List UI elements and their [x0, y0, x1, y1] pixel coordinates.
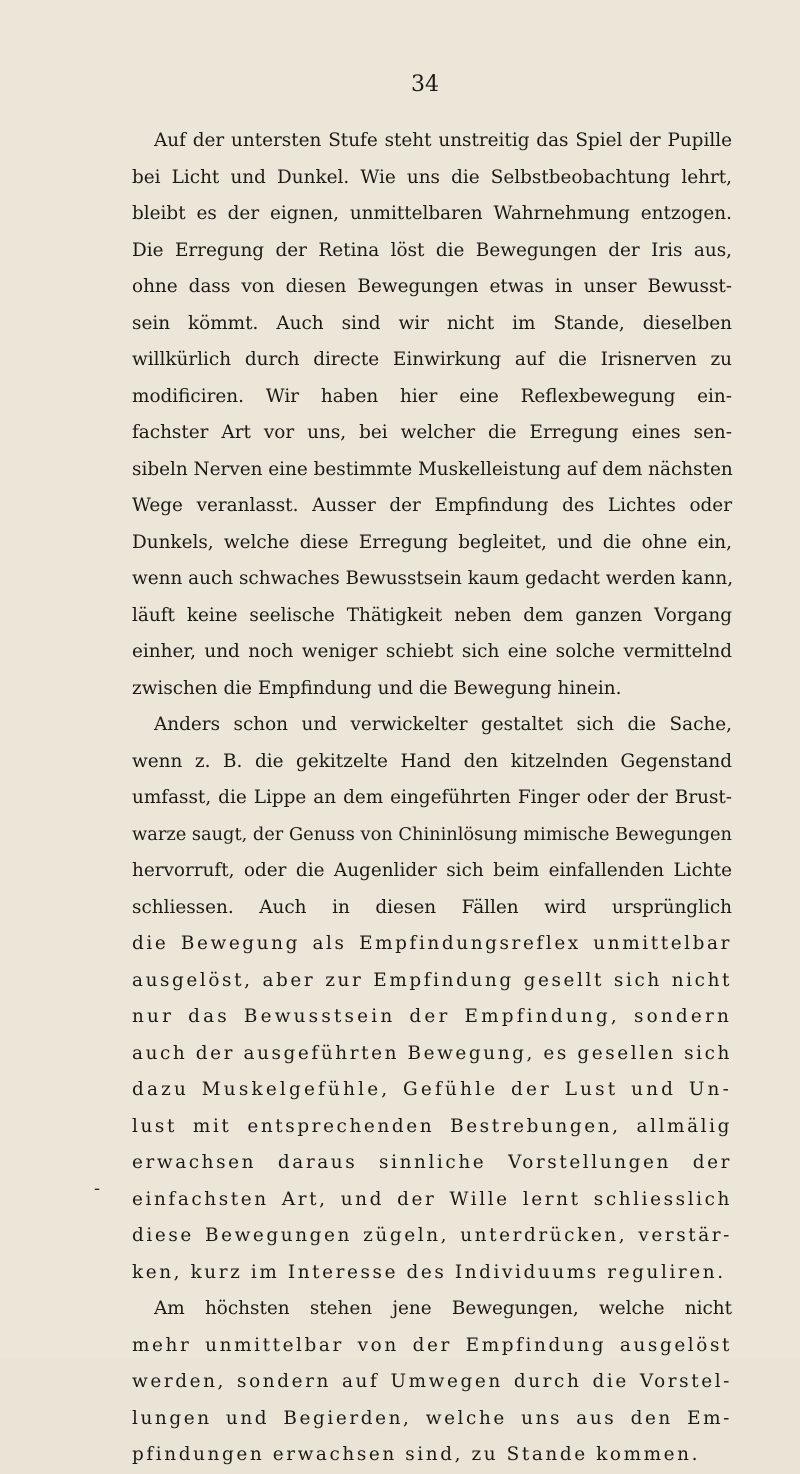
text-line: dazu Muskelgefühle, Gefühle der Lust und Un-: [132, 1079, 732, 1100]
text-line: sibeln Nerven eine bestimmte Muskelleistung auf dem nächsten: [132, 458, 733, 480]
text-line: ausgelöst, aber zur Empfindung gesellt sich nicht: [132, 969, 732, 991]
text-line: bleibt es der eignen, unmittelbaren Wahrnehmung entzogen.: [132, 203, 732, 224]
text-line: zwischen die Empfindung und die Bewegung hinein.: [132, 677, 622, 699]
text-line: umfasst, die Lippe an dem eingeführten Finger oder der Brust-: [132, 787, 732, 808]
text-line: Anders schon und verwickelter gestaltet sich die Sache,: [154, 714, 732, 735]
text-line: lungen und Begierden, welche uns aus den Em-: [132, 1407, 732, 1429]
text-line: läuft keine seelische Thätigkeit neben dem ganzen Vorgang: [132, 604, 732, 626]
text-line: bei Licht und Dunkel. Wie uns die Selbstbeobachtung lehrt,: [132, 166, 732, 188]
text-line: Wege veranlasst. Ausser der Empfindung des Lichtes oder: [132, 495, 732, 516]
text-line: wenn z. B. die gekitzelte Hand den kitzelnden Gegenstand: [132, 750, 732, 772]
text-line: sein kömmt. Auch sind wir nicht im Stande, dieselben: [132, 312, 732, 334]
text-line: ohne dass von diesen Bewegungen etwas in unser Bewusst-: [132, 276, 732, 297]
page-number: 34: [411, 72, 439, 97]
text-line: modificiren. Wir haben hier eine Reflexbewegung ein-: [132, 385, 732, 407]
text-line: die Bewegung als Empfindungsreflex unmittelbar: [132, 933, 732, 954]
text-line: diese Bewegungen zügeln, unterdrücken, verstär-: [132, 1225, 732, 1246]
margin-mark: -: [94, 1178, 101, 1199]
text-line: einher, und noch weniger schiebt sich eine solche vermittelnd: [132, 641, 732, 662]
text-line: auch der ausgeführten Bewegung, es gesellen sich: [132, 1042, 732, 1064]
text-line: fachster Art vor uns, bei welcher die Erregung eines sen-: [132, 422, 732, 443]
text-line: schliessen. Auch in diesen Fällen wird ursprünglich: [132, 896, 732, 918]
text-line: nur das Bewusstsein der Empfindung, sondern: [132, 1006, 732, 1027]
text-line: hervorruft, oder die Augenlider sich beim einfallenden Lichte: [132, 860, 732, 881]
text-line: Am höchsten stehen jene Bewegungen, welche nicht: [154, 1298, 732, 1319]
text-line: Auf der untersten Stufe steht unstreitig das Spiel der Pupille: [154, 130, 732, 151]
text-line: einfachsten Art, und der Wille lernt schliesslich: [132, 1188, 732, 1210]
text-line: pfindungen erwachsen sind, zu Stande kommen.: [132, 1444, 701, 1465]
text-line: Die Erregung der Retina löst die Bewegungen der Iris aus,: [132, 239, 732, 261]
text-line: ken, kurz im Interesse des Individuums reguliren.: [132, 1261, 726, 1283]
text-line: warze saugt, der Genuss von Chininlösung mimische Bewegungen: [132, 823, 732, 845]
text-line: wenn auch schwaches Bewusstsein kaum gedacht werden kann,: [132, 568, 734, 589]
body-text: [132, 123, 732, 1474]
text-line: lust mit entsprechenden Bestrebungen, allmälig: [132, 1115, 732, 1137]
text-line: erwachsen daraus sinnliche Vorstellungen der: [132, 1152, 732, 1173]
text-line: werden, sondern auf Umwegen durch die Vorstel-: [132, 1371, 732, 1392]
text-line: willkürlich durch directe Einwirkung auf die Irisnerven zu: [132, 349, 732, 370]
text-line: Dunkels, welche diese Erregung begleitet, und die ohne ein,: [132, 531, 732, 553]
text-line: mehr unmittelbar von der Empfindung ausgelöst: [132, 1334, 732, 1356]
